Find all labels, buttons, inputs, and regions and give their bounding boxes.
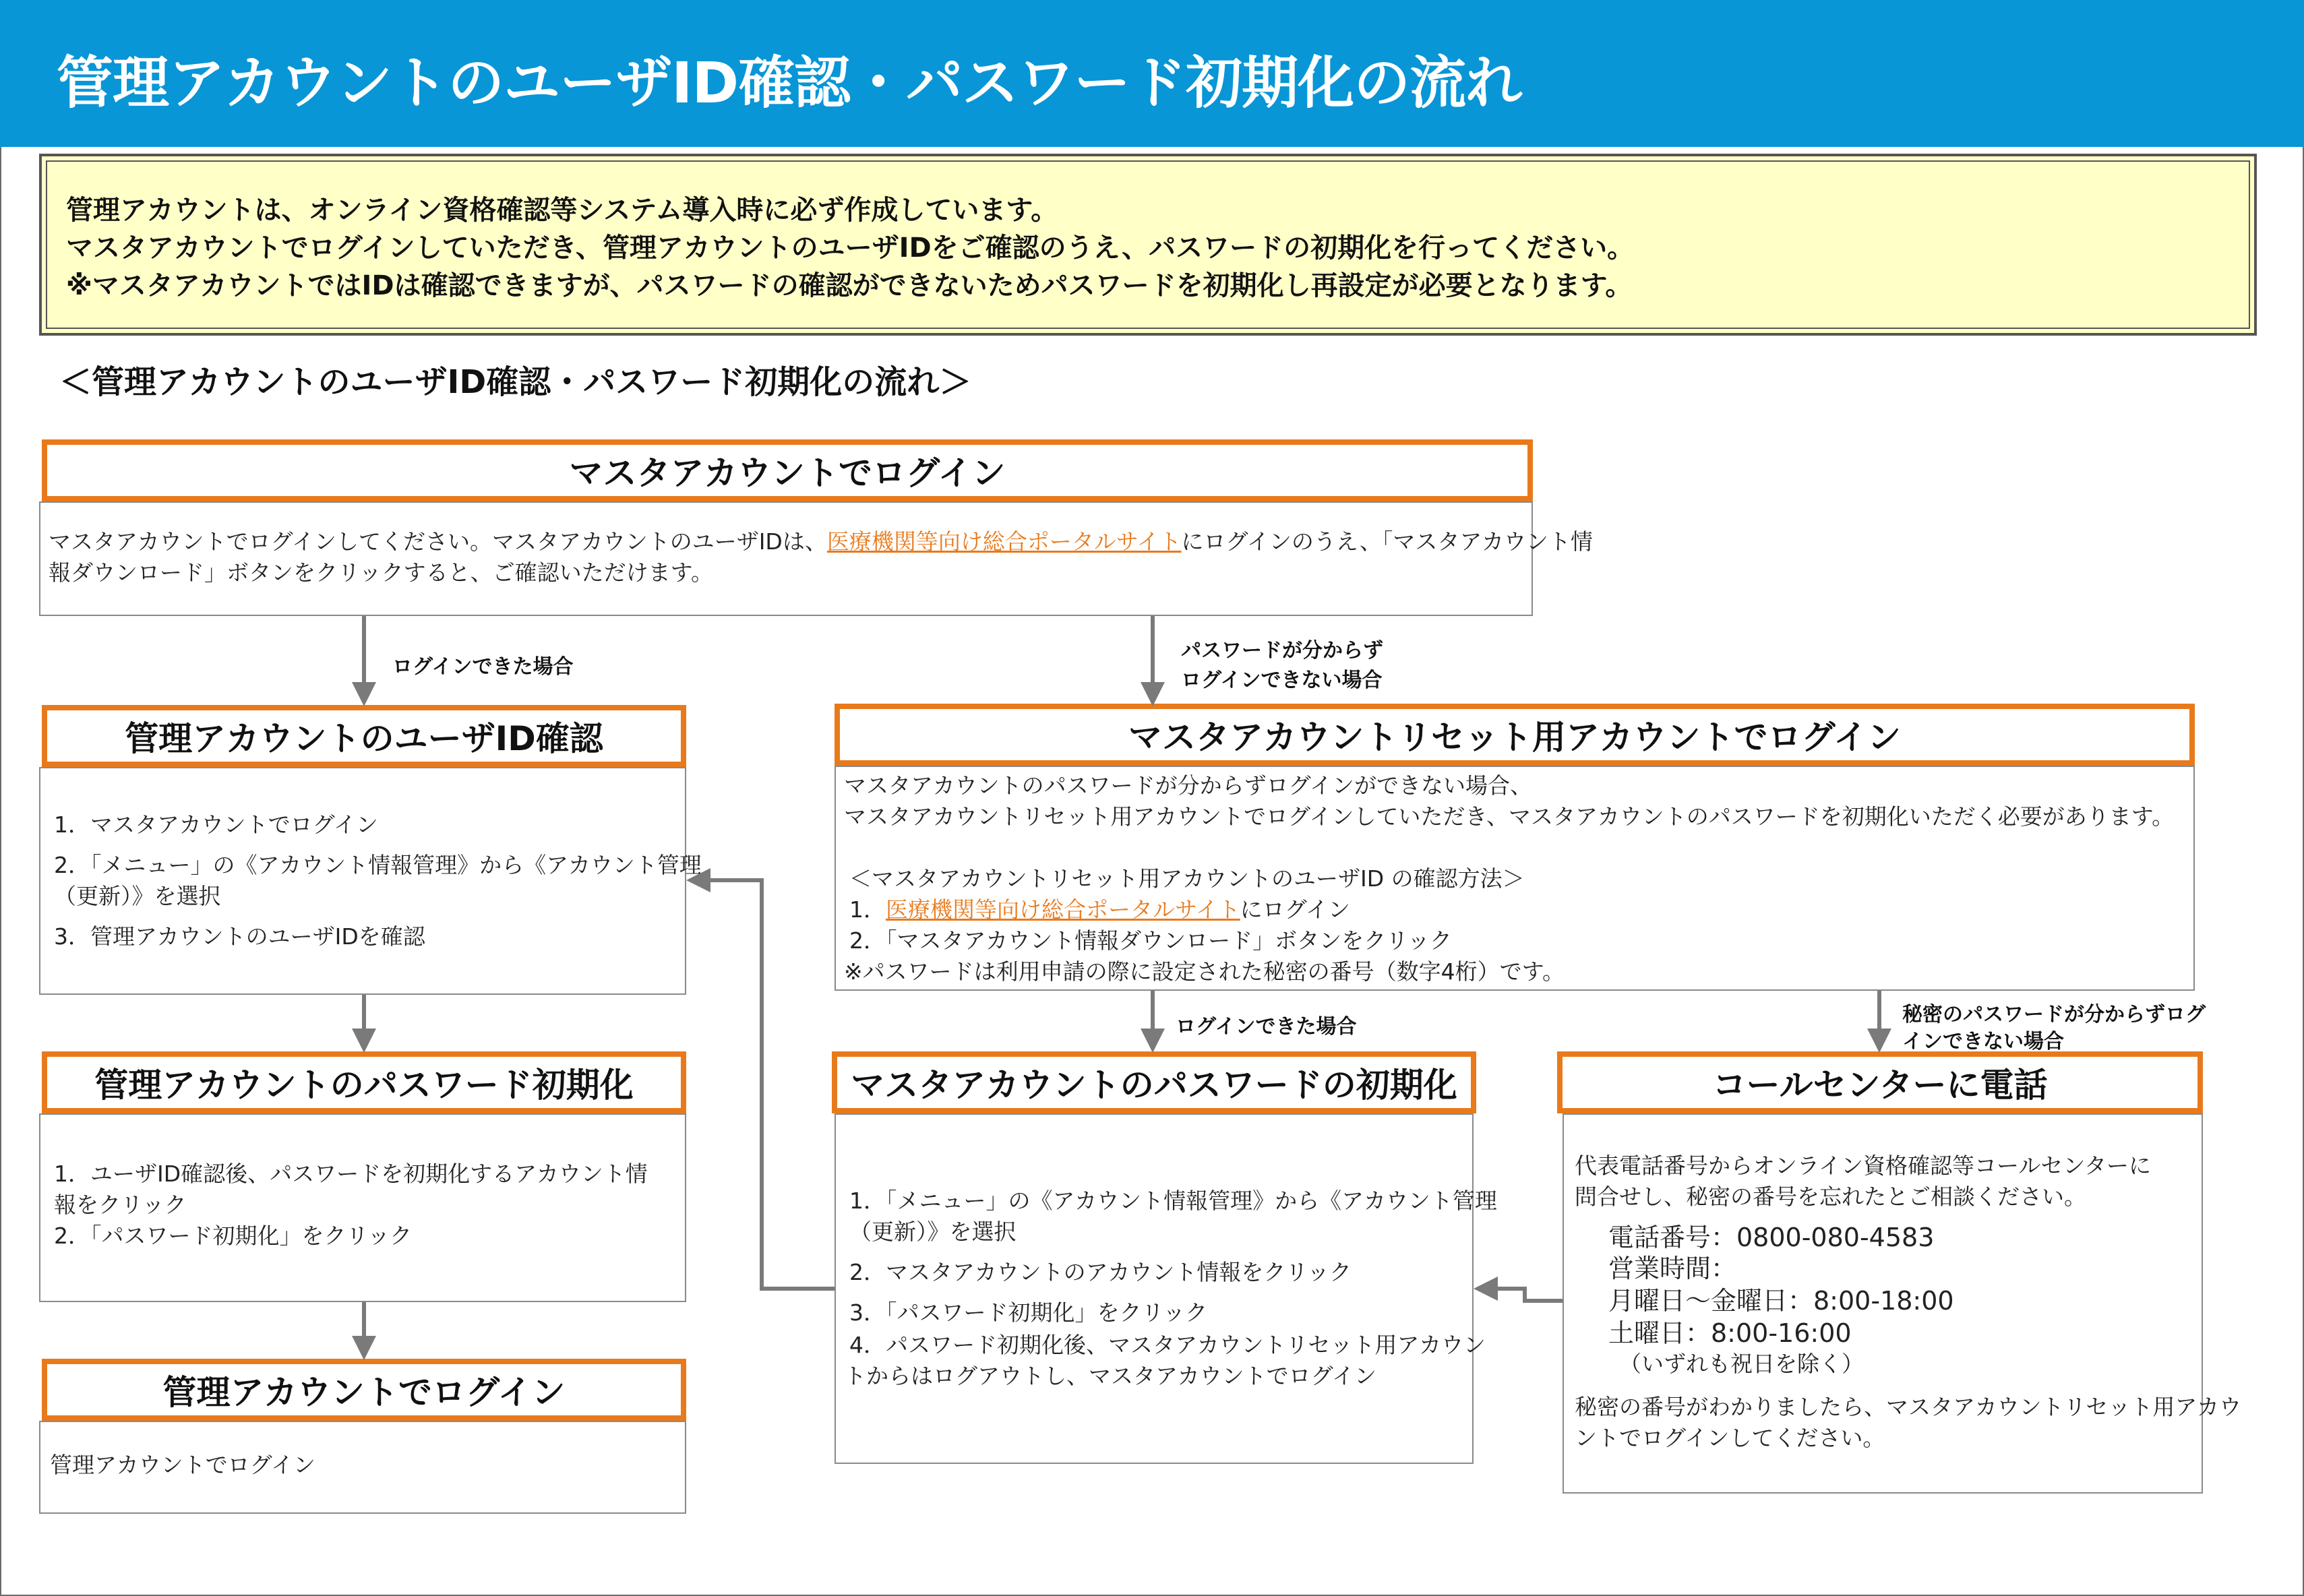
master-pw-line-2: （更新）》を選択: [849, 1219, 1017, 1245]
call-center-phone: 電話番号：0800-080-4583: [1608, 1223, 1935, 1252]
notice-line-1: 管理アカウントは、オンライン資格確認等システム導入時に必ず作成しています。: [66, 195, 1058, 226]
label-secret-unknown-2: インできない場合: [1902, 1030, 2064, 1053]
reset-login-line-1: マスタアカウントのパスワードが分からずログインができない場合、: [844, 772, 1533, 799]
step-master-login-title-text: マスタアカウントでログイン: [569, 454, 1006, 493]
page-title: 管理アカウントのユーザID確認・パスワード初期化の流れ: [57, 50, 1522, 116]
master-pw-line-5: 4．パスワード初期化後、マスタアカウントリセット用アカウン: [849, 1332, 1486, 1358]
step-master-pw-reset-title-text: マスタアカウントのパスワードの初期化: [851, 1066, 1457, 1105]
flow-subtitle: ＜管理アカウントのユーザID確認・パスワード初期化の流れ＞: [59, 363, 972, 401]
label-pw-unknown-1: パスワードが分からず: [1181, 639, 1383, 663]
master-login-line-2: 報ダウンロード」ボタンをクリックすると、ご確認いただけます。: [49, 559, 714, 586]
step-reset-account-login-title-text: マスタアカウントリセット用アカウントでログイン: [1128, 718, 1901, 757]
reset-login-line-2: マスタアカウントリセット用アカウントでログインしていただき、マスタアカウントのパスワードを初期化いただく必要があります。: [844, 803, 2175, 830]
call-center-footer-1: 秘密の番号がわかりましたら、マスタアカウントリセット用アカウ: [1575, 1394, 2242, 1420]
label-secret-unknown-1: 秘密のパスワードが分からずログ: [1902, 1003, 2206, 1026]
portal-link-2[interactable]: 医療機関等向け総合ポータルサイト: [886, 896, 1240, 923]
call-center-line-2: 問合せし、秘密の番号を忘れたとご相談ください。: [1575, 1184, 2086, 1210]
step-call-center-title-text: コールセンターに電話: [1712, 1066, 2048, 1105]
call-center-footer-2: ントでログインしてください。: [1575, 1425, 1885, 1451]
admin-id-line-2: 2．「メニュー」の《アカウント情報管理》から《アカウント管理: [54, 852, 702, 878]
admin-login-line: 管理アカウントでログイン: [50, 1452, 316, 1478]
master-pw-line-1: 1．「メニュー」の《アカウント情報管理》から《アカウント管理: [849, 1188, 1497, 1214]
step-admin-login-title-text: 管理アカウントでログイン: [162, 1373, 566, 1412]
call-center-line-1: 代表電話番号からオンライン資格確認等コールセンターに: [1575, 1153, 2152, 1179]
admin-pw-line-1: 1．ユーザID確認後、パスワードを初期化するアカウント情: [54, 1161, 648, 1187]
admin-pw-line-2: 報をクリック: [54, 1192, 187, 1218]
reset-login-line-4: 1．医療機関等向け総合ポータルサイトにログイン: [849, 896, 1351, 923]
call-center-saturday: 土曜日：8:00-16:00: [1608, 1318, 1852, 1348]
master-login-line-1: マスタアカウントでログインしてください。マスタアカウントのユーザIDは、医療機関等向け総合ポータルサイトにログインのうえ、「マスタアカウント情: [49, 528, 1594, 555]
reset-login-line-5: 2．「マスタアカウント情報ダウンロード」ボタンをクリック: [849, 927, 1452, 954]
arrow-master-pw-reset-to-admin-id: [698, 880, 835, 1289]
step-admin-pw-reset-title-text: 管理アカウントのパスワード初期化: [94, 1066, 634, 1105]
notice-line-2: マスタアカウントでログインしていただき、管理アカウントのユーザIDをご確認のうえ、パスワードの初期化を行ってください。: [66, 233, 1635, 264]
label-login-success-2: ログインできた場合: [1176, 1015, 1357, 1039]
reset-login-line-3: ＜マスタアカウントリセット用アカウントのユーザID の確認方法＞: [849, 865, 1525, 892]
call-center-holiday-note: （いずれも祝日を除く）: [1619, 1351, 1864, 1377]
label-login-success-1: ログインできた場合: [392, 655, 574, 679]
notice-line-3: ※マスタアカウントではIDは確認できますが、パスワードの確認ができないためパスワードを初期化し再設定が必要となります。: [66, 270, 1633, 301]
admin-id-line-1: 1．マスタアカウントでログイン: [54, 811, 379, 838]
admin-pw-line-3: 2．「パスワード初期化」をクリック: [54, 1223, 413, 1249]
step-admin-id-check-title-text: 管理アカウントのユーザID確認: [125, 719, 603, 758]
master-pw-line-4: 3．「パスワード初期化」をクリック: [849, 1299, 1208, 1326]
call-center-weekday: 月曜日～金曜日：8:00-18:00: [1608, 1286, 1954, 1316]
arrow-call-center-to-master-pw-reset: [1486, 1289, 1563, 1301]
master-pw-line-3: 2．マスタアカウントのアカウント情報をクリック: [849, 1259, 1352, 1285]
admin-id-line-4: 3．管理アカウントのユーザIDを確認: [54, 923, 425, 950]
master-pw-line-6: トからはログアウトし、マスタアカウントでログイン: [844, 1363, 1377, 1389]
call-center-hours-label: 営業時間：: [1608, 1254, 1737, 1283]
reset-login-line-6: ※パスワードは利用申請の際に設定された秘密の番号（数字4桁）です。: [844, 958, 1565, 985]
label-pw-unknown-2: ログインできない場合: [1181, 669, 1383, 692]
portal-link[interactable]: 医療機関等向け総合ポータルサイト: [826, 528, 1182, 555]
admin-id-line-3: （更新）》を選択: [54, 883, 221, 909]
